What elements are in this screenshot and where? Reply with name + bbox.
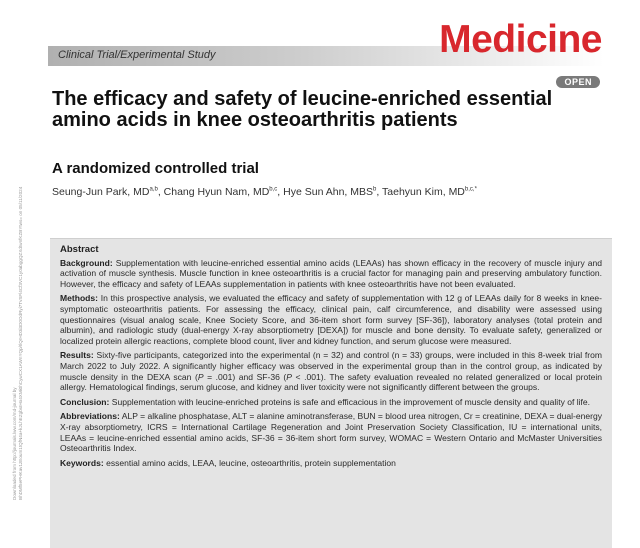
author-affiliation: a,b bbox=[149, 186, 158, 193]
author-affiliation: b,c bbox=[269, 186, 278, 193]
results-label: Results: bbox=[60, 350, 94, 361]
journal-logo: Medicine bbox=[439, 18, 602, 61]
abstract-heading: Abstract bbox=[60, 244, 99, 255]
results-paragraph bbox=[60, 350, 602, 392]
abbreviations-text: ALP = alkaline phosphatase, ALT = alanine aminotransferase, BUN = blood urea nitrogen, Cr = creatinine, DEXA = dual-energy X-ray absorptiometry, ICRS = International Cartilage Regeneration and Joint Preservation Society Classification, IU = international units, LEAAs = leucine-enriched essential amino acids, SF-36 = 36-item short form survey, WOMAC = Western Ontario and McMaster Universities Osteoarthritis Index. bbox=[60, 411, 602, 454]
article-subtitle: A randomized controlled trial bbox=[52, 160, 259, 177]
author-name: Chang Hyun Nam, MD bbox=[163, 186, 270, 198]
author-name: Seung-Jun Park, MD bbox=[52, 186, 150, 198]
results-text: Sixty-five participants, categorized into the experimental (n = 32) and control (n = 33) groups, were included in this 8-week trial from March 2022 to July 2022. A significantly higher efficacy was observed in the experimental group than in the control group, as indicated by muscle density in the DEXA scan ( bbox=[60, 350, 603, 382]
article-title: The efficacy and safety of leucine-enriched essential amino acids in knee osteoarthritis patients bbox=[52, 88, 553, 131]
author-name: Hye Sun Ahn, MBS bbox=[283, 186, 374, 198]
abstract-box bbox=[50, 238, 612, 548]
p-value-symbol: P bbox=[197, 371, 204, 382]
open-access-badge: OPEN bbox=[556, 76, 600, 88]
results-text: = .001) and SF-36 ( bbox=[203, 371, 287, 382]
conclusion-text: Supplementation with leucine-enriched proteins is safe and efficacious in the improvement of muscle density and quality of life. bbox=[111, 396, 591, 407]
background-paragraph bbox=[60, 258, 602, 290]
author-list: Seung-Jun Park, MD$^{a,b}$, Chang Hyun Nam, MD$^{b,c}$, Hye Sun Ahn, MBS$^b$, Taehyun Kim, $MD^{b,c,*}$ bbox=[52, 186, 477, 198]
download-notice-text: Downloaded from http://journals.lww.com/md-journal by BhDMf5ePHKav1zEoum1tQfN4a+kJLhEZgbsIHo4XMi0hCywCX1AWnYQp/IlQrHD3i3D0OdRyi7TvSFl4Cf3VC1y0abggQZXdtwnfKZBYtws= on 05/11/2024 bbox=[12, 186, 23, 500]
keywords-text: essential amino acids, LEAA, leucine, osteoarthritis, protein supplementation bbox=[106, 457, 396, 468]
methods-text: In this prospective analysis, we evaluated the efficacy and safety of supplementation with 12 g of LEAAs daily for 8 weeks in knee-symptomatic osteoarthritis patients. For assessing the efficacy, clinical pain, calf circumference, and disability were assessed using questionnaires (visual analog scale, Knee Society Score, and 36-item short form survey [SF-36]), laboratory analyses (total protein and albumin), and radiologic study (dual-energy X-ray absorptiometry [DEXA]) for muscle and bone density. To evaluate safety, generalized or localized protein allergic reactions, complete blood count, liver and kidney function, and serum glucose were measured. bbox=[60, 293, 603, 346]
author-name: Taehyun Kim, MD bbox=[382, 186, 465, 198]
conclusion-paragraph bbox=[60, 397, 602, 408]
methods-paragraph bbox=[60, 293, 602, 346]
article-category: Clinical Trial/Experimental Study bbox=[58, 49, 216, 61]
results-text: < .001). The safety evaluation revealed no related generalized or local protein allergy. Hematological findings, serum glucose, and kidney and liver toxicity were not significantly different between the groups. bbox=[60, 371, 602, 393]
abbreviations-label: Abbreviations: bbox=[60, 411, 120, 422]
download-notice bbox=[4, 140, 40, 500]
conclusion-label: Conclusion: bbox=[60, 396, 110, 407]
author-affiliation: b,c,* bbox=[464, 186, 477, 193]
background-label: Background: bbox=[60, 257, 113, 268]
abbreviations-paragraph bbox=[60, 411, 602, 453]
p-value-symbol: P bbox=[286, 371, 292, 382]
keywords-paragraph bbox=[60, 458, 602, 469]
methods-label: Methods: bbox=[60, 293, 98, 304]
keywords-label: Keywords: bbox=[60, 457, 104, 468]
background-text: Supplementation with leucine-enriched essential amino acids (LEAAs) has shown efficacy in the recovery of muscle injury and activation of muscle synthesis. Muscle function in knee osteoarthritis is a crucial factor for managing pain and preserving ambulatory function. However, the efficacy and safety of LEAAs supplementation in patients with knee osteoarthritis have not been evaluated. bbox=[60, 257, 602, 289]
author-affiliation: b bbox=[373, 186, 377, 193]
